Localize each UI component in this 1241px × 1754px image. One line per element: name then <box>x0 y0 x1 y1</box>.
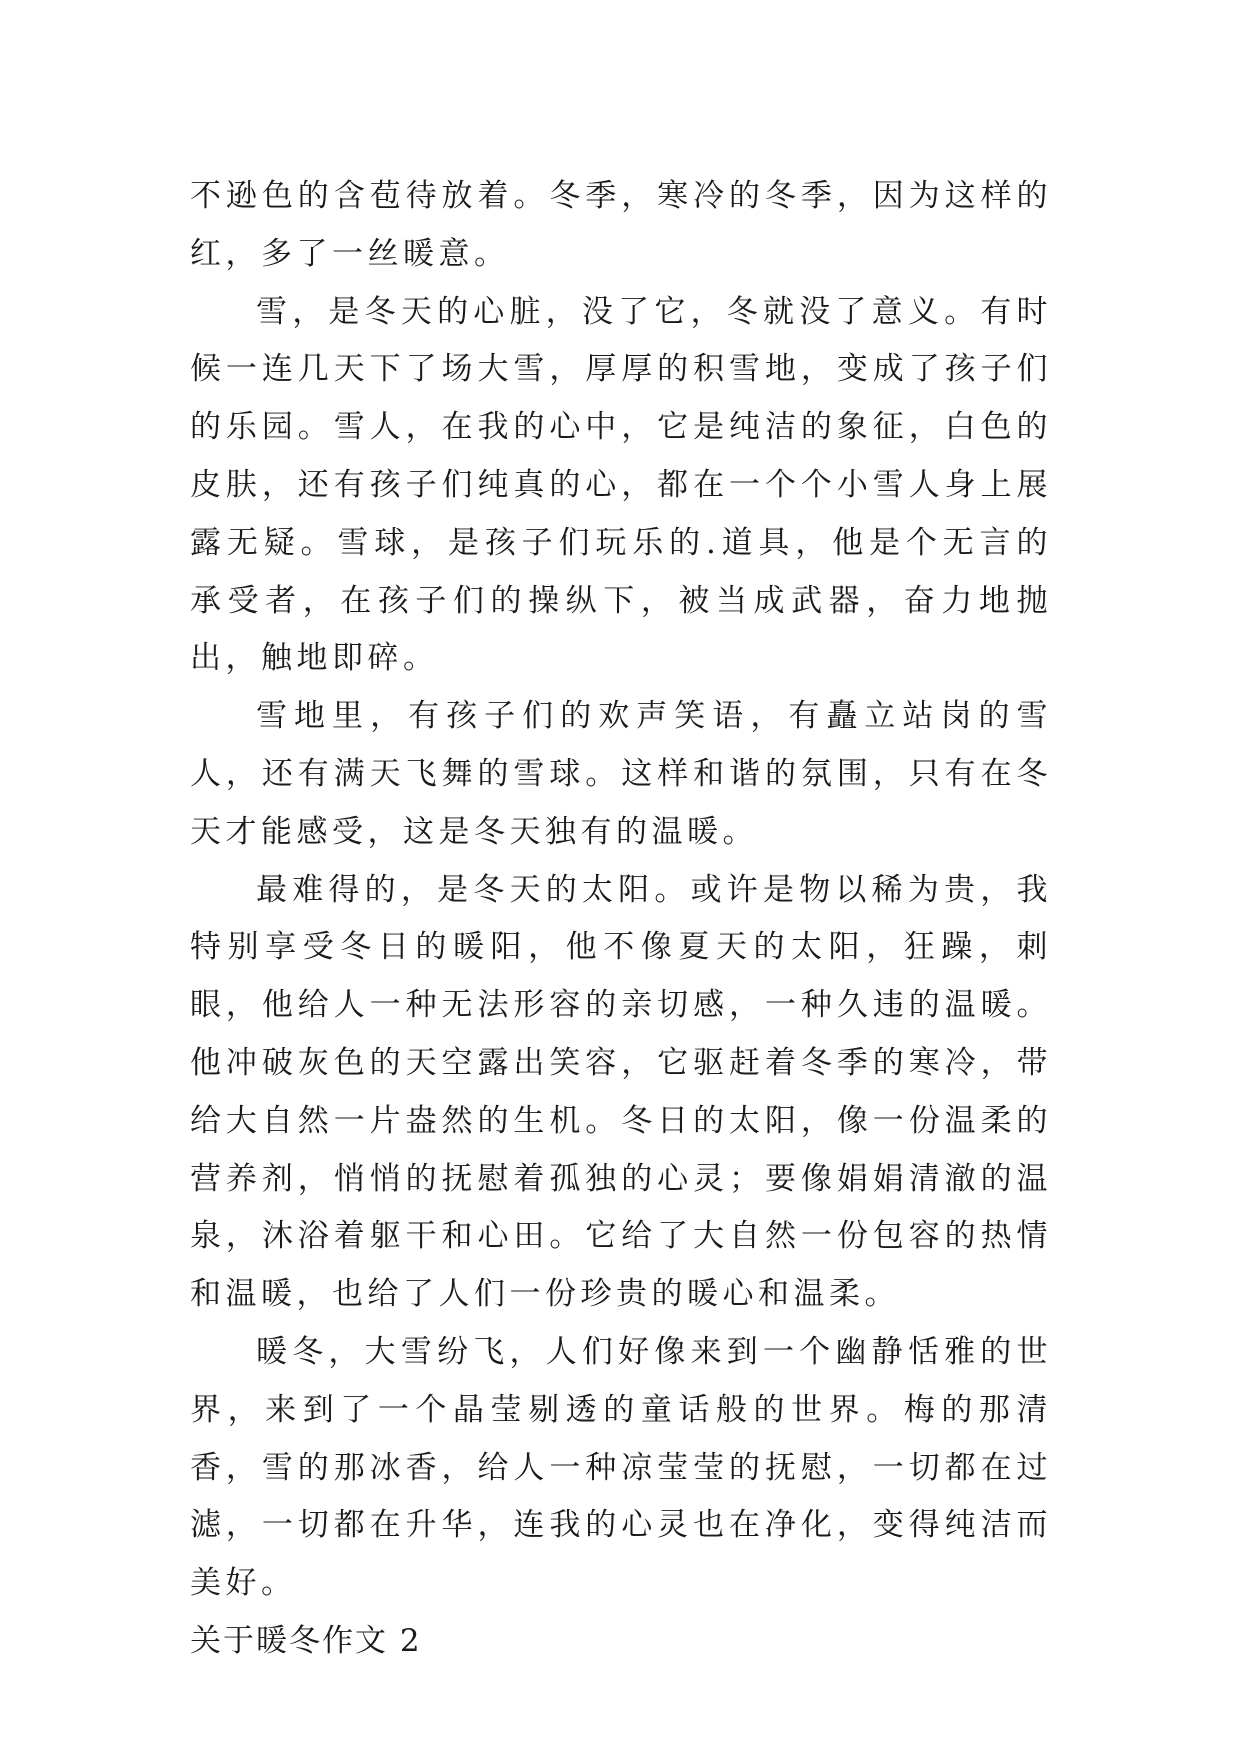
article-body <box>190 168 1052 1671</box>
paragraph-snowfield: 雪地里，有孩子们的欢声笑语，有矗立站岗的雪人，还有满天飞舞的雪球。这样和谐的氛围，只有在冬天才能感受，这是冬天独有的温暖。 <box>190 698 1052 850</box>
paragraph-winter-sun: 最难得的，是冬天的太阳。或许是物以稀为贵，我特别享受冬日的暖阳，他不像夏天的太阳，狂躁，刺眼，他给人一种无法形容的亲切感，一种久违的温暖。他冲破灰色的天空露出笑容，它驱赶着冬季的寒冷，带给大自然一片盎然的生机。冬日的太阳，像一份温柔的营养剂，悄悄的抚慰着孤独的心灵；要像娟娟清澈的温泉，沐浴着躯干和心田。它给了大自然一份包容的热情和温暖，也给了人们一份珍贵的暖心和温柔。 <box>190 871 1052 1313</box>
paragraph-snow: 雪，是冬天的心脏，没了它，冬就没了意义。有时候一连几天下了场大雪，厚厚的积雪地，变成了孩子们的乐园。雪人，在我的心中，它是纯洁的象征，白色的皮肤，还有孩子们纯真的心，都在一个个小雪人身上展露无疑。雪球，是孩子们玩乐的.道具，他是个无言的承受者，在孩子们的操纵下，被当成武器，奋力地抛出，触地即碎。 <box>190 293 1052 677</box>
section-heading: 关于暖冬作文 2 <box>190 1622 422 1659</box>
paragraph-warm-winter: 暖冬，大雪纷飞，人们好像来到一个幽静恬雅的世界，来到了一个晶莹剔透的童话般的世界。梅的那清香，雪的那冰香，给人一种凉莹莹的抚慰，一切都在过滤，一切都在升华，连我的心灵也在净化，变得纯洁而美好。 <box>190 1333 1052 1602</box>
paragraph-continuation: 不逊色的含苞待放着。冬季，寒冷的冬季，因为这样的红，多了一丝暖意。 <box>190 178 1052 272</box>
